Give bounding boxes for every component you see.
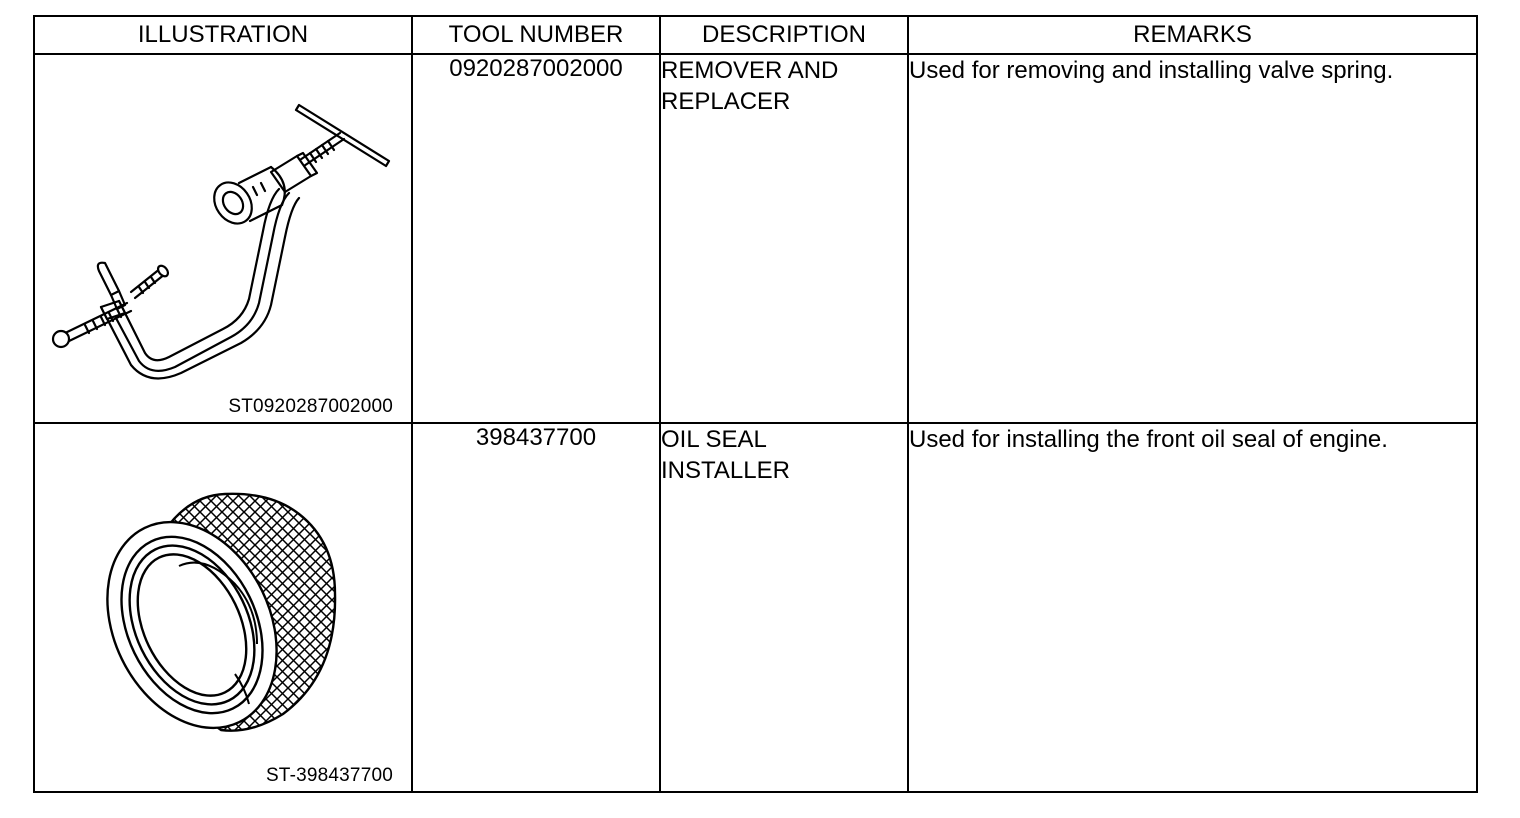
description-cell (660, 423, 908, 792)
remarks-cell: Used for removing and installing valve spring. (908, 54, 1477, 423)
description-line: REMOVER AND (661, 57, 839, 84)
special-tools-table (33, 15, 1478, 793)
illustration-code: ST0920287002000 (228, 396, 393, 417)
table-row (34, 423, 1477, 792)
oil-seal-installer-icon (35, 424, 411, 791)
table-row (34, 54, 1477, 423)
header-illustration: ILLUSTRATION (34, 16, 412, 54)
description-line: REPLACER (661, 88, 791, 115)
description-cell (660, 54, 908, 423)
description-line: OIL SEAL (661, 426, 767, 453)
header-remarks: REMARKS (908, 16, 1477, 54)
header-tool-number: TOOL NUMBER (412, 16, 660, 54)
table-header-row (34, 16, 1477, 54)
header-description: DESCRIPTION (660, 16, 908, 54)
valve-spring-compressor-icon (35, 55, 411, 422)
illustration-cell (34, 54, 412, 423)
illustration-cell (34, 423, 412, 792)
illustration-code: ST-398437700 (265, 765, 393, 786)
tool-number-cell: 398437700 (412, 423, 660, 792)
tool-number-cell: 0920287002000 (412, 54, 660, 423)
remarks-cell: Used for installing the front oil seal of engine. (908, 423, 1477, 792)
description-line: INSTALLER (661, 457, 790, 484)
